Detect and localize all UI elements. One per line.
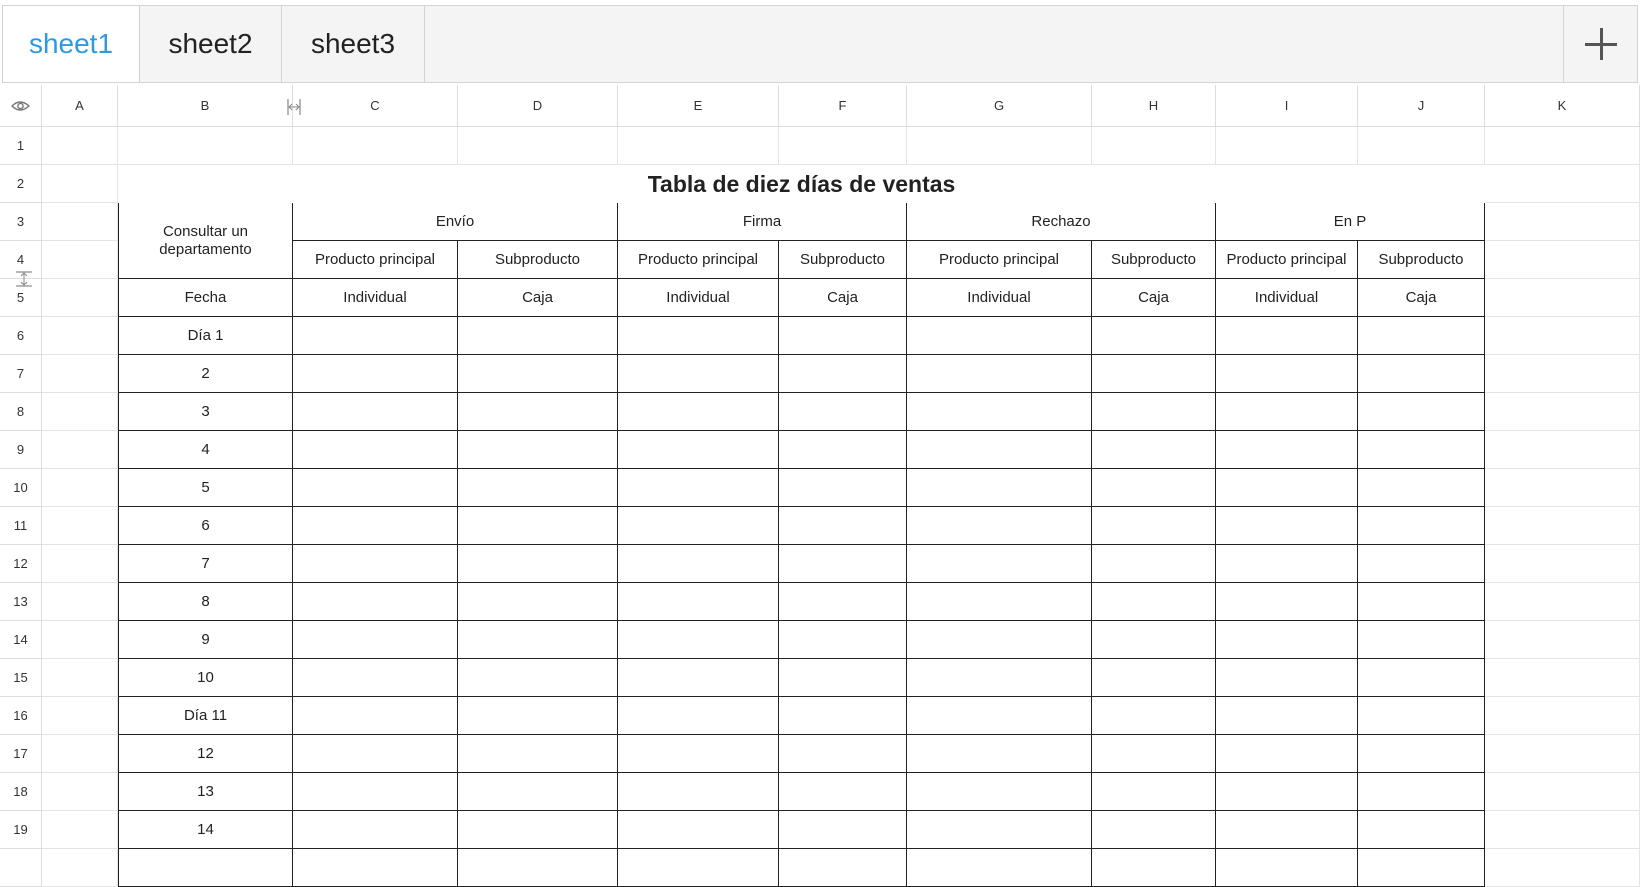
data-cell[interactable]: [458, 773, 618, 811]
grid-cell[interactable]: [42, 773, 118, 811]
grid-cell[interactable]: [1485, 279, 1640, 317]
select-all-corner[interactable]: [0, 85, 42, 127]
data-cell[interactable]: [1216, 393, 1358, 431]
unit-cell[interactable]: Caja: [458, 279, 618, 317]
data-cell[interactable]: [618, 735, 779, 773]
grid-cell[interactable]: [42, 849, 118, 887]
grid-cell[interactable]: [42, 165, 118, 203]
data-cell[interactable]: [1358, 545, 1485, 583]
grid-cell[interactable]: [1485, 431, 1640, 469]
grid-cell[interactable]: [42, 431, 118, 469]
group-header-4[interactable]: En P: [1216, 203, 1485, 241]
data-cell[interactable]: [1216, 545, 1358, 583]
grid-cell[interactable]: [1485, 811, 1640, 849]
day-label-cell[interactable]: 10: [118, 659, 293, 697]
data-cell[interactable]: [1358, 621, 1485, 659]
grid-cell[interactable]: [1485, 317, 1640, 355]
data-cell[interactable]: [293, 431, 458, 469]
unit-cell[interactable]: Caja: [779, 279, 907, 317]
data-cell[interactable]: [779, 659, 907, 697]
date-label[interactable]: Fecha: [118, 279, 293, 317]
grid-cell[interactable]: [42, 203, 118, 241]
data-cell[interactable]: [1216, 659, 1358, 697]
data-cell[interactable]: [1216, 317, 1358, 355]
day-label-cell[interactable]: 7: [118, 545, 293, 583]
grid-cell[interactable]: [1485, 735, 1640, 773]
data-cell[interactable]: [1216, 697, 1358, 735]
data-cell[interactable]: [1358, 393, 1485, 431]
row-header-15[interactable]: 15: [0, 659, 42, 697]
grid-cell[interactable]: [42, 583, 118, 621]
group-header-2[interactable]: Firma: [618, 203, 907, 241]
data-cell[interactable]: [1092, 507, 1216, 545]
data-cell[interactable]: [293, 659, 458, 697]
data-cell[interactable]: [618, 431, 779, 469]
data-cell[interactable]: [907, 659, 1092, 697]
data-cell[interactable]: [779, 393, 907, 431]
data-cell[interactable]: [458, 811, 618, 849]
data-cell[interactable]: [293, 621, 458, 659]
data-cell[interactable]: [1092, 317, 1216, 355]
data-cell[interactable]: [1092, 583, 1216, 621]
data-cell[interactable]: [618, 773, 779, 811]
column-resize-handle[interactable]: [286, 97, 302, 117]
data-cell[interactable]: [293, 583, 458, 621]
column-header-G[interactable]: G: [907, 85, 1092, 127]
data-cell[interactable]: [293, 317, 458, 355]
data-cell[interactable]: [907, 849, 1092, 887]
grid-cell[interactable]: [42, 735, 118, 773]
data-cell[interactable]: [618, 621, 779, 659]
data-cell[interactable]: [1358, 849, 1485, 887]
grid-cell[interactable]: [1485, 545, 1640, 583]
data-cell[interactable]: [907, 545, 1092, 583]
data-cell[interactable]: [1092, 811, 1216, 849]
sheet-tab-bar: [2, 5, 1638, 83]
data-cell[interactable]: [1092, 735, 1216, 773]
data-cell[interactable]: [293, 355, 458, 393]
grid-cell[interactable]: [1485, 165, 1640, 203]
row-header-10[interactable]: 10: [0, 469, 42, 507]
subheader-cell[interactable]: Subproducto: [1092, 241, 1216, 279]
data-cell[interactable]: [1092, 545, 1216, 583]
data-cell[interactable]: [458, 735, 618, 773]
subheader-cell[interactable]: Producto principal: [618, 241, 779, 279]
data-cell[interactable]: [779, 355, 907, 393]
grid-cell[interactable]: [118, 127, 293, 165]
unit-cell[interactable]: Individual: [1216, 279, 1358, 317]
grid-cell[interactable]: [1092, 127, 1216, 165]
row-header-partial[interactable]: [0, 849, 42, 887]
row-header-19[interactable]: 19: [0, 811, 42, 849]
row-header-7[interactable]: 7: [0, 355, 42, 393]
data-cell[interactable]: [1358, 507, 1485, 545]
data-cell[interactable]: [293, 811, 458, 849]
resize-handle-icon: [286, 97, 302, 117]
day-label-cell[interactable]: 9: [118, 621, 293, 659]
data-cell[interactable]: [907, 735, 1092, 773]
data-cell[interactable]: [458, 317, 618, 355]
grid-cell[interactable]: [42, 545, 118, 583]
data-cell[interactable]: [779, 735, 907, 773]
data-cell[interactable]: [907, 697, 1092, 735]
unit-cell[interactable]: Individual: [618, 279, 779, 317]
data-cell[interactable]: [779, 583, 907, 621]
data-cell[interactable]: [293, 393, 458, 431]
data-cell[interactable]: [293, 773, 458, 811]
data-cell[interactable]: [1358, 697, 1485, 735]
grid-cell[interactable]: [1485, 583, 1640, 621]
data-cell[interactable]: [1216, 431, 1358, 469]
data-cell[interactable]: [118, 849, 293, 887]
data-cell[interactable]: [458, 545, 618, 583]
row-header-1[interactable]: 1: [0, 127, 42, 165]
row-header-8[interactable]: 8: [0, 393, 42, 431]
data-cell[interactable]: [293, 507, 458, 545]
grid-cell[interactable]: [1485, 355, 1640, 393]
data-cell[interactable]: [458, 659, 618, 697]
row-header-17[interactable]: 17: [0, 735, 42, 773]
data-cell[interactable]: [1358, 811, 1485, 849]
grid-cell[interactable]: [1216, 127, 1358, 165]
data-cell[interactable]: [1092, 355, 1216, 393]
row-header-16[interactable]: 16: [0, 697, 42, 735]
data-cell[interactable]: [618, 811, 779, 849]
data-cell[interactable]: [458, 431, 618, 469]
data-cell[interactable]: [1358, 583, 1485, 621]
data-cell[interactable]: [779, 431, 907, 469]
data-cell[interactable]: [1216, 811, 1358, 849]
data-cell[interactable]: [1092, 431, 1216, 469]
subheader-cell[interactable]: Producto principal: [293, 241, 458, 279]
data-cell[interactable]: [907, 621, 1092, 659]
data-cell[interactable]: [293, 849, 458, 887]
data-cell[interactable]: [1216, 735, 1358, 773]
data-cell[interactable]: [1216, 773, 1358, 811]
data-cell[interactable]: [293, 545, 458, 583]
resize-handle-icon: [14, 270, 34, 288]
data-cell[interactable]: [1358, 735, 1485, 773]
column-header-F[interactable]: F: [779, 85, 907, 127]
data-cell[interactable]: [458, 507, 618, 545]
data-cell[interactable]: [1358, 355, 1485, 393]
sheet-tab-sheet2[interactable]: sheet2: [140, 6, 282, 82]
sheet-tab-sheet1[interactable]: sheet1: [3, 6, 140, 82]
grid-cell[interactable]: [1485, 849, 1640, 887]
data-cell[interactable]: [907, 393, 1092, 431]
grid-cell[interactable]: [907, 127, 1092, 165]
subheader-cell[interactable]: Subproducto: [458, 241, 618, 279]
unit-cell[interactable]: Individual: [907, 279, 1092, 317]
row-resize-handle[interactable]: [14, 270, 34, 288]
data-cell[interactable]: [907, 431, 1092, 469]
data-cell[interactable]: [907, 355, 1092, 393]
day-label-cell[interactable]: 12: [118, 735, 293, 773]
grid-cell[interactable]: [42, 621, 118, 659]
row-header-12[interactable]: 12: [0, 545, 42, 583]
unit-cell[interactable]: Caja: [1358, 279, 1485, 317]
data-cell[interactable]: [618, 583, 779, 621]
data-cell[interactable]: [779, 773, 907, 811]
add-sheet-button[interactable]: [1563, 6, 1637, 82]
column-header-I[interactable]: I: [1216, 85, 1358, 127]
day-label-cell[interactable]: Día 1: [118, 317, 293, 355]
data-cell[interactable]: [907, 317, 1092, 355]
data-cell[interactable]: [1216, 355, 1358, 393]
data-cell[interactable]: [458, 393, 618, 431]
data-cell[interactable]: [1358, 659, 1485, 697]
grid-cell[interactable]: [1358, 127, 1485, 165]
grid-cell[interactable]: [779, 127, 907, 165]
sheet-tab-sheet3[interactable]: sheet3: [282, 6, 425, 82]
row-header-3[interactable]: 3: [0, 203, 42, 241]
data-cell[interactable]: [1216, 849, 1358, 887]
unit-cell[interactable]: Individual: [293, 279, 458, 317]
data-cell[interactable]: [618, 393, 779, 431]
data-cell[interactable]: [779, 621, 907, 659]
subheader-cell[interactable]: Subproducto: [779, 241, 907, 279]
data-cell[interactable]: [458, 583, 618, 621]
data-cell[interactable]: [779, 469, 907, 507]
grid-cell[interactable]: [1485, 621, 1640, 659]
grid-cell[interactable]: [1485, 203, 1640, 241]
column-header-C[interactable]: C: [293, 85, 458, 127]
row-header-11[interactable]: 11: [0, 507, 42, 545]
day-label-cell[interactable]: 8: [118, 583, 293, 621]
table-title[interactable]: Tabla de diez días de ventas: [118, 165, 1485, 204]
data-cell[interactable]: [1092, 621, 1216, 659]
data-cell[interactable]: [907, 811, 1092, 849]
data-cell[interactable]: [1358, 773, 1485, 811]
row-header-6[interactable]: 6: [0, 317, 42, 355]
data-cell[interactable]: [458, 621, 618, 659]
data-cell[interactable]: [618, 545, 779, 583]
data-cell[interactable]: [1216, 583, 1358, 621]
day-label-cell[interactable]: 4: [118, 431, 293, 469]
data-cell[interactable]: [907, 469, 1092, 507]
grid-cell[interactable]: [42, 393, 118, 431]
column-header-J[interactable]: J: [1358, 85, 1485, 127]
grid-cell[interactable]: [1485, 773, 1640, 811]
row-header-13[interactable]: 13: [0, 583, 42, 621]
subheader-cell[interactable]: Subproducto: [1358, 241, 1485, 279]
data-cell[interactable]: [1092, 659, 1216, 697]
grid-cell[interactable]: [42, 507, 118, 545]
day-label-cell[interactable]: Día 11: [118, 697, 293, 735]
grid-cell[interactable]: [618, 127, 779, 165]
data-cell[interactable]: [1358, 431, 1485, 469]
eye-icon[interactable]: [0, 85, 42, 127]
grid-cell[interactable]: [1485, 697, 1640, 735]
data-cell[interactable]: [293, 469, 458, 507]
grid-cell[interactable]: [1485, 469, 1640, 507]
data-cell[interactable]: [907, 583, 1092, 621]
column-header-B[interactable]: B: [118, 85, 293, 127]
column-header-E[interactable]: E: [618, 85, 779, 127]
data-cell[interactable]: [458, 355, 618, 393]
grid-cell[interactable]: [42, 469, 118, 507]
data-cell[interactable]: [1092, 469, 1216, 507]
grid-cell[interactable]: [42, 355, 118, 393]
data-cell[interactable]: [779, 811, 907, 849]
data-cell[interactable]: [618, 317, 779, 355]
data-cell[interactable]: [458, 849, 618, 887]
grid-cell[interactable]: [42, 317, 118, 355]
unit-cell[interactable]: Caja: [1092, 279, 1216, 317]
data-cell[interactable]: [1092, 849, 1216, 887]
grid-cell[interactable]: [42, 659, 118, 697]
grid-cell[interactable]: [42, 697, 118, 735]
data-cell[interactable]: [1092, 393, 1216, 431]
subheader-cell[interactable]: Producto principal: [1216, 241, 1358, 279]
day-label-cell[interactable]: 5: [118, 469, 293, 507]
data-cell[interactable]: [1216, 621, 1358, 659]
data-cell[interactable]: [293, 697, 458, 735]
column-header-D[interactable]: D: [458, 85, 618, 127]
row-header-2[interactable]: 2: [0, 165, 42, 203]
row-header-18[interactable]: 18: [0, 773, 42, 811]
day-label-cell[interactable]: 13: [118, 773, 293, 811]
grid-cell[interactable]: [42, 811, 118, 849]
data-cell[interactable]: [1358, 469, 1485, 507]
grid-cell[interactable]: [42, 241, 118, 279]
day-label-cell[interactable]: 6: [118, 507, 293, 545]
data-cell[interactable]: [458, 697, 618, 735]
data-cell[interactable]: [1092, 697, 1216, 735]
row-header-5[interactable]: 5: [0, 279, 42, 317]
department-label[interactable]: Consultar un departamento: [118, 203, 293, 279]
column-header-K[interactable]: K: [1485, 85, 1640, 127]
data-cell[interactable]: [1092, 773, 1216, 811]
data-cell[interactable]: [1216, 507, 1358, 545]
row-header-14[interactable]: 14: [0, 621, 42, 659]
group-header-3[interactable]: Rechazo: [907, 203, 1216, 241]
column-header-A[interactable]: A: [42, 85, 118, 127]
grid-cell[interactable]: [1485, 393, 1640, 431]
grid-cell[interactable]: [1485, 659, 1640, 697]
data-cell[interactable]: [1216, 469, 1358, 507]
day-label-cell[interactable]: 14: [118, 811, 293, 849]
column-header-H[interactable]: H: [1092, 85, 1216, 127]
data-cell[interactable]: [618, 697, 779, 735]
row-header-9[interactable]: 9: [0, 431, 42, 469]
data-cell[interactable]: [907, 507, 1092, 545]
data-cell[interactable]: [779, 317, 907, 355]
grid-cell[interactable]: [42, 127, 118, 165]
data-cell[interactable]: [618, 659, 779, 697]
data-cell[interactable]: [618, 507, 779, 545]
grid-cell[interactable]: [42, 279, 118, 317]
data-cell[interactable]: [779, 507, 907, 545]
day-label-cell[interactable]: 3: [118, 393, 293, 431]
data-cell[interactable]: [618, 469, 779, 507]
grid-cell[interactable]: [1485, 127, 1640, 165]
data-cell[interactable]: [1358, 317, 1485, 355]
data-cell[interactable]: [618, 355, 779, 393]
data-cell[interactable]: [779, 697, 907, 735]
group-header-1[interactable]: Envío: [293, 203, 618, 241]
subheader-cell[interactable]: Producto principal: [907, 241, 1092, 279]
data-cell[interactable]: [293, 735, 458, 773]
grid-cell[interactable]: [1485, 241, 1640, 279]
grid-cell[interactable]: [1485, 507, 1640, 545]
grid-cell[interactable]: [293, 127, 458, 165]
row-header-4[interactable]: 4: [0, 241, 42, 279]
day-label-cell[interactable]: 2: [118, 355, 293, 393]
data-cell[interactable]: [618, 849, 779, 887]
data-cell[interactable]: [458, 469, 618, 507]
data-cell[interactable]: [779, 545, 907, 583]
grid-cell[interactable]: [458, 127, 618, 165]
data-cell[interactable]: [779, 849, 907, 887]
data-cell[interactable]: [907, 773, 1092, 811]
